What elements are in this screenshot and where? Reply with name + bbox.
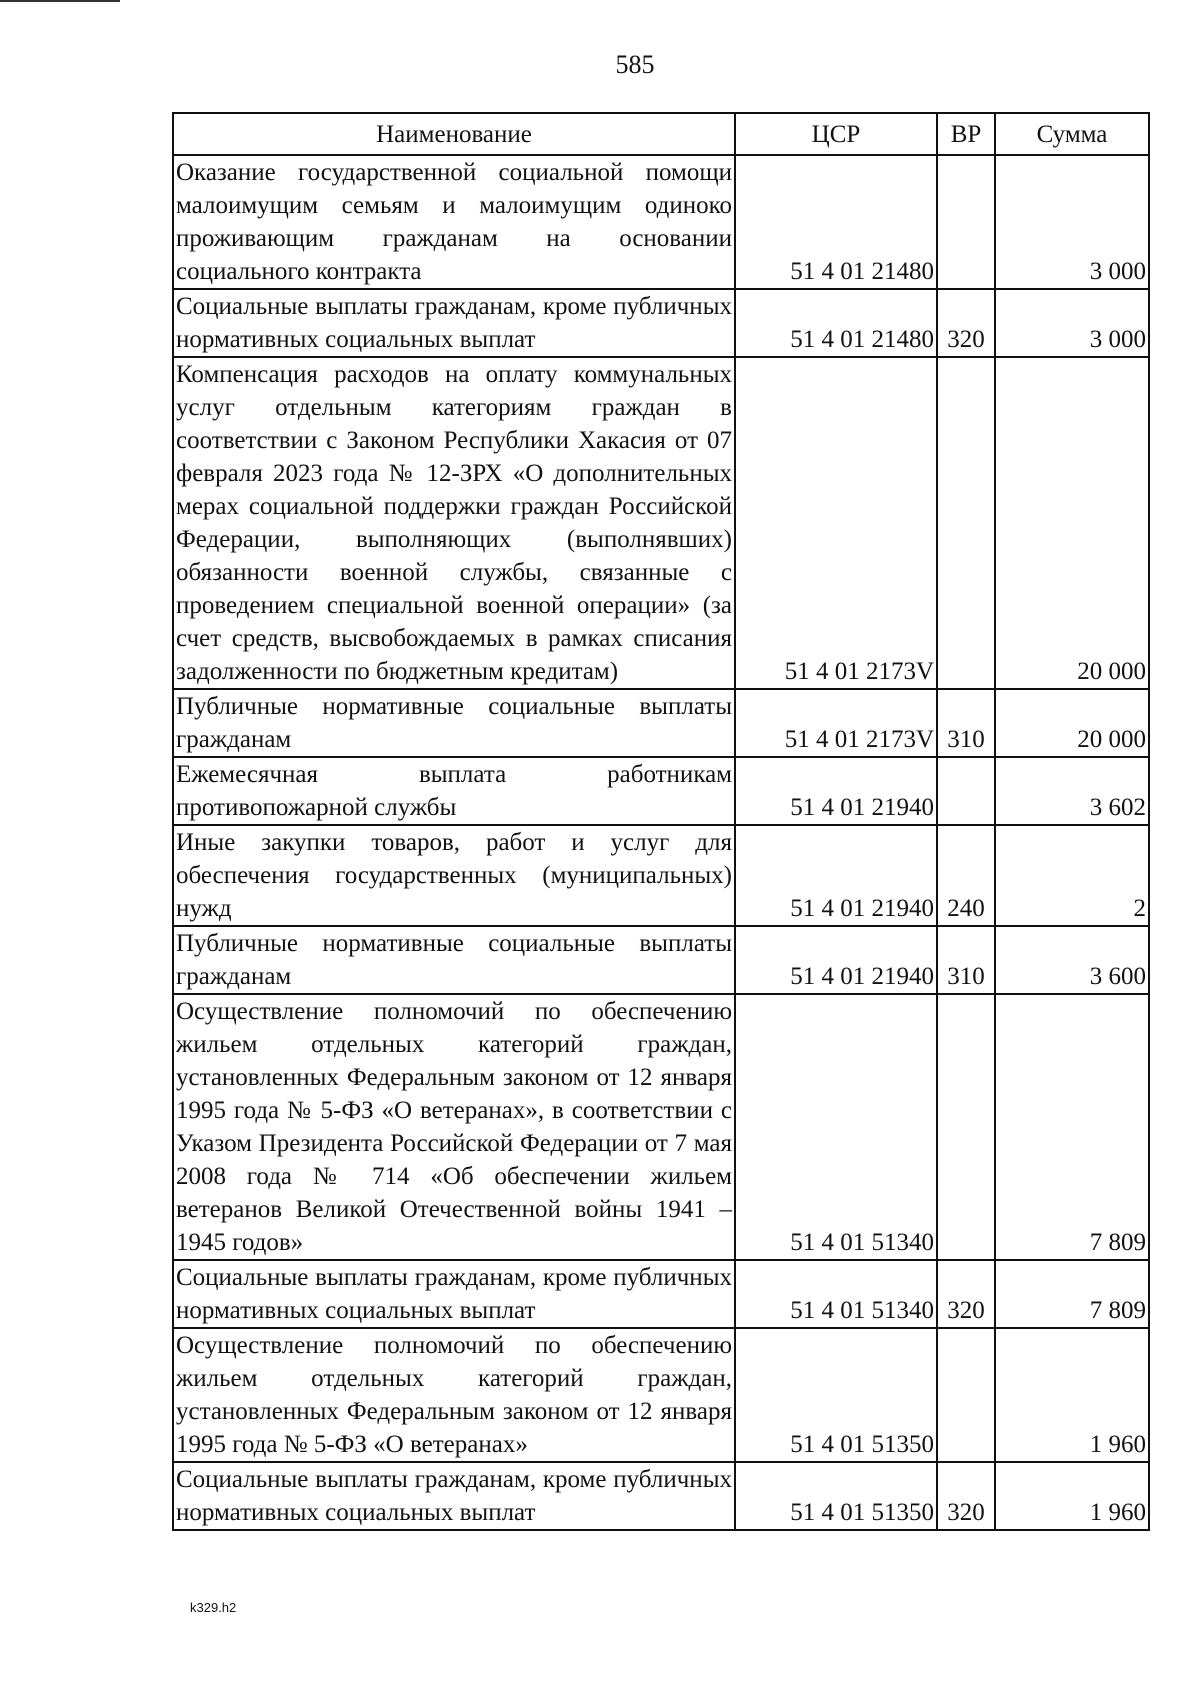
table-row [173,825,1149,926]
row-sum: 1 960 [995,1328,1149,1462]
row-csr: 51 4 01 21480 [735,289,937,357]
row-name: Осуществление полномочий по обеспечению жильем отдельных категорий граждан, установленных Федеральным законом от 12 января 1995 года № 5-ФЗ «О ветеранах» [173,1328,735,1462]
row-vr [937,357,995,689]
row-csr: 51 4 01 51340 [735,994,937,1260]
row-sum: 3 000 [995,289,1149,357]
row-vr: 310 [937,926,995,994]
table-row [173,689,1149,757]
row-csr: 51 4 01 21480 [735,155,937,289]
row-csr: 51 4 01 21940 [735,926,937,994]
row-name: Социальные выплаты гражданам, кроме публичных нормативных социальных выплат [173,289,735,357]
row-sum: 7 809 [995,994,1149,1260]
table-row [173,357,1149,689]
table-row [173,926,1149,994]
row-name: Социальные выплаты гражданам, кроме публичных нормативных социальных выплат [173,1462,735,1530]
row-name: Публичные нормативные социальные выплаты гражданам [173,926,735,994]
row-csr: 51 4 01 21940 [735,757,937,825]
header-csr: ЦСР [735,113,937,155]
row-csr: 51 4 01 21940 [735,825,937,926]
row-name: Компенсация расходов на оплату коммунальных услуг отдельным категориям граждан в соответствии с Законом Республики Хакасия от 07 февраля 2023 года № 12-ЗРХ «О дополнительных мерах социальной поддержки граждан Российской Федерации, выполняющих (выполнявших) обязанности военной службы, связанные с проведением специальной военной операции» (за счет средств, высвобождаемых в рамках списания задолженности по бюджетным кредитам) [173,357,735,689]
row-vr [937,1328,995,1462]
header-vr: ВР [937,113,995,155]
row-vr [937,994,995,1260]
row-sum: 7 809 [995,1260,1149,1328]
row-vr: 320 [937,1462,995,1530]
row-csr: 51 4 01 51340 [735,1260,937,1328]
row-sum: 3 000 [995,155,1149,289]
row-vr [937,757,995,825]
header-name: Наименование [173,113,735,155]
row-name: Ежемесячная выплата работникам противопожарной службы [173,757,735,825]
row-sum: 3 602 [995,757,1149,825]
table-row [173,155,1149,289]
row-name: Публичные нормативные социальные выплаты гражданам [173,689,735,757]
header-sum: Сумма [995,113,1149,155]
document-code: k329.h2 [190,1600,237,1615]
row-name: Осуществление полномочий по обеспечению жильем отдельных категорий граждан, установленных Федеральным законом от 12 января 1995 года № 5-ФЗ «О ветеранах», в соответствии с Указом Президента Российской Федерации от 7 мая 2008 года № 714 «Об обеспечении жильем ветеранов Великой Отечественной войны 1941 – 1945 годов» [173,994,735,1260]
row-sum: 20 000 [995,689,1149,757]
row-sum: 2 [995,825,1149,926]
table-header-row [173,113,1149,155]
budget-table [172,112,1150,1531]
page-number: 585 [615,50,655,79]
row-sum: 3 600 [995,926,1149,994]
row-vr: 240 [937,825,995,926]
row-sum: 1 960 [995,1462,1149,1530]
row-name: Иные закупки товаров, работ и услуг для обеспечения государственных (муниципальных) нужд [173,825,735,926]
row-vr: 320 [937,289,995,357]
table-row [173,994,1149,1260]
row-csr: 51 4 01 51350 [735,1328,937,1462]
row-sum: 20 000 [995,357,1149,689]
row-vr: 320 [937,1260,995,1328]
row-name: Оказание государственной социальной помощи малоимущим семьям и малоимущим одиноко проживающим гражданам на основании социального контракта [173,155,735,289]
row-csr: 51 4 01 2173V [735,689,937,757]
table-row [173,1260,1149,1328]
row-csr: 51 4 01 2173V [735,357,937,689]
table-row [173,289,1149,357]
row-csr: 51 4 01 51350 [735,1462,937,1530]
scan-edge-line [0,0,120,2]
row-vr [937,155,995,289]
table-row [173,1328,1149,1462]
row-vr: 310 [937,689,995,757]
table-row [173,1462,1149,1530]
table-row [173,757,1149,825]
row-name: Социальные выплаты гражданам, кроме публичных нормативных социальных выплат [173,1260,735,1328]
